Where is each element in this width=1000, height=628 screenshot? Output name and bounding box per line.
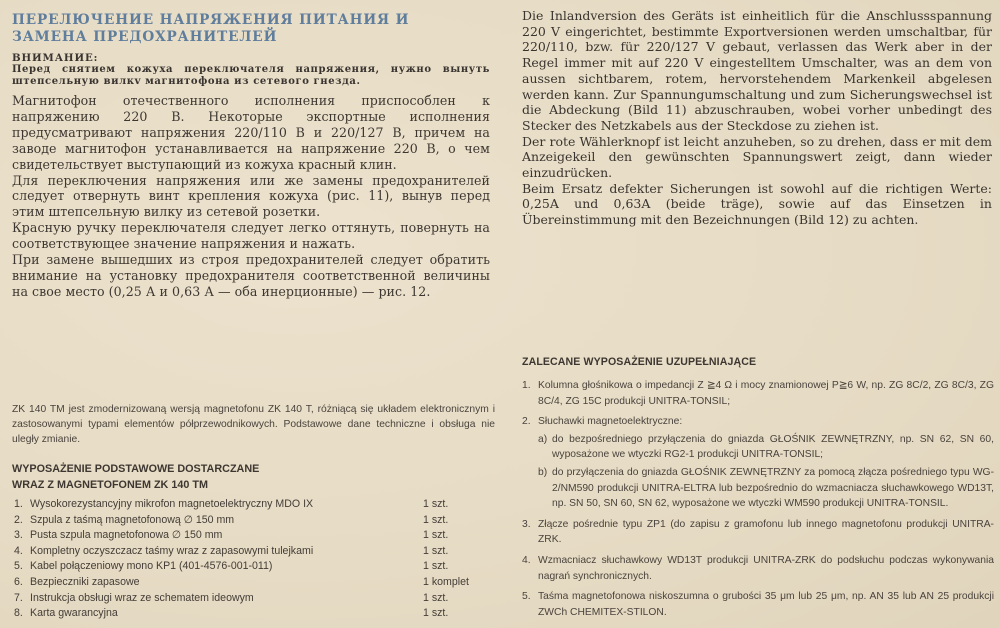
recommended-item-body — [538, 553, 994, 584]
item-quantity: 1 szt. — [423, 560, 449, 573]
item-number: 1. — [14, 498, 23, 510]
subitem-label: b) — [538, 466, 548, 478]
item-name: Kompletny oczyszczacz taśmy wraz z zapasowymi tulejkami — [30, 544, 314, 557]
standard-equipment-heading-line2: WRAZ Z MAGNETOFONEM ZK 140 TM — [12, 479, 208, 491]
subitem-label: a) — [538, 433, 548, 445]
equipment-row — [14, 591, 489, 607]
item-name: Wysokorezystancyjny mikrofon magnetoelektryczny MDO IX — [30, 498, 314, 510]
russian-section — [12, 8, 490, 300]
item-quantity: 1 szt. — [423, 529, 449, 542]
item-number: 3. — [522, 518, 531, 530]
subitem-text: do bezpośredniego przyłączenia do gniazda GŁOŚNIK ZEWNĘTRZNY, np. SN 62, SN 60, wyposażone we wtyczki RG2-1 produkcji UNITRA-TONSIL; — [552, 433, 994, 461]
equipment-row — [14, 497, 489, 513]
recommended-item-body — [538, 517, 994, 548]
recommended-subitem — [538, 465, 994, 512]
item-number: 2. — [14, 513, 23, 526]
recommended-item-body — [538, 378, 994, 409]
polish-intro: ZK 140 TM jest zmodernizowaną wersją magnetofonu ZK 140 T, różniącą się układem elektronicznym i zastosowanymi typami elementów półprzewodnikowych. Podstawowe dane techniczne i obsługa nie uległy zmianie. — [12, 404, 495, 446]
item-number: 2. — [522, 416, 531, 428]
recommended-item-text: Kolumna głośnikowa o impedancji Z ≧4 Ω i mocy znamionowej P≧6 W, np. ZG 8C/2, ZG 8C/3, ZG 8C/4, ZG 15C produkcji UNITRA-TONSIL; — [538, 380, 994, 407]
item-quantity: 1 szt. — [423, 607, 449, 620]
item-name: Instrukcja obsługi wraz ze schematem ideowym — [30, 591, 254, 604]
warning-text: Перед снятием кожуха переключателя напряжения, нужно вынуть штепсельную вилкv магнитофона из сетевого гнезда. — [12, 64, 490, 87]
recommended-item-text: Wzmacniacz słuchawkowy WD13T produkcji UNITRA-ZRK do podsłuchu podczas wykonywania nagrań synchronicznych. — [538, 554, 994, 582]
german-paragraph: Die Inlandversion des Geräts ist einheitlich für die Anschlussspannung 220 V eingerichtet, bestimmte Exportversionen werden umschaltbar, für 220/110, bzw. für 220/127 V gebaut, verlassen das Werk aber in der Regel immer mit auf 220 V eingestelltem Umschalter, was an dem von aussen sichtbarem, rotem, hervorstehendem Markenkeil abgelesen werden kann. Zur Spannungumschaltung und zum Sicherungswechsel ist die Abdeckung (Bild 11) abzuschrauben, wobei vorher unbedingt des Stecker des Netzkabels aus der Steckdose zu ziehen ist. — [522, 8, 992, 133]
recommended-item-body — [538, 589, 994, 620]
recommended-equipment-list — [522, 378, 994, 620]
recommended-item-body — [538, 414, 994, 512]
german-section — [522, 8, 992, 228]
item-number: 4. — [522, 554, 531, 566]
russian-heading: ПЕРЕЛЮЧЕНИЕ НАПРЯЖЕНИЯ ПИТАНИЯ И ЗАМЕНА ПРЕДОХРАНИТЕЛЕЙ — [12, 12, 410, 45]
standard-equipment-list — [14, 497, 489, 622]
item-number: 3. — [14, 529, 23, 542]
equipment-row — [14, 544, 489, 560]
russian-paragraph: Магнитофон отечественного исполнения приспособлен к напряжению 220 В. Некоторые экспортные исполнения предусматривают напряжения 220/110 В и 220/127 В, причем на заводе магнитофон устанавливается на напряжение 220 В, о чем свидетельствует выступающий из кожуха красный клин. — [12, 93, 490, 172]
item-name: Bezpieczniki zapasowe — [30, 575, 140, 588]
item-quantity: 1 komplet — [423, 575, 469, 588]
item-number: 8. — [14, 607, 23, 620]
item-number: 5. — [14, 560, 23, 573]
item-number: 7. — [14, 591, 23, 604]
recommended-item — [522, 517, 994, 548]
recommended-item — [522, 553, 994, 584]
warning-title: ВНИМАНИЕ: — [12, 52, 99, 64]
item-quantity: 1 szt. — [423, 498, 449, 510]
russian-paragraph: Красную ручку переключателя следует легко оттянуть, повернуть на соответствующее значение напряжения и нажать. — [12, 220, 490, 252]
recommended-equipment-heading: ZALECANE WYPOSAŻENIE UZUPEŁNIAJĄCE — [522, 356, 757, 368]
item-name: Pusta szpula magnetofonowa ∅ 150 mm — [30, 529, 223, 542]
item-quantity: 1 szt. — [423, 544, 449, 557]
recommended-equipment-section — [522, 355, 994, 625]
recommended-item — [522, 414, 994, 512]
item-number: 5. — [522, 591, 531, 603]
item-quantity: 1 szt. — [423, 513, 449, 526]
equipment-row — [14, 513, 489, 529]
recommended-subitem — [538, 432, 994, 463]
recommended-item-text: Słuchawki magnetoelektryczne: — [538, 416, 683, 428]
recommended-item-text: Taśma magnetofonowa niskoszumna o grubości 35 μm lub 25 μm, np. AN 35 lub AN 25 produkcji ZWCh CHEMITEX-STILON. — [538, 591, 994, 618]
recommended-item — [522, 589, 994, 620]
equipment-row — [14, 606, 489, 622]
equipment-row — [14, 575, 489, 591]
german-paragraph: Der rote Wählerknopf ist leicht anzuheben, so zu drehen, dass er mit dem Anzeigekeil den gewünschten Spannungswert zeigt, dann wieder einzudrücken. — [522, 133, 992, 181]
item-name: Kabel połączeniowy mono KP1 (401-4576-001-011) — [30, 560, 273, 573]
standard-equipment-heading-line1: WYPOSAŻENIE PODSTAWOWE DOSTARCZANE — [12, 463, 260, 475]
equipment-row — [14, 559, 489, 575]
standard-equipment-heading — [12, 461, 492, 493]
recommended-item-text: Złącze pośrednie typu ZP1 (do zapisu z gramofonu lub innego magnetofonu produkcji UNITRA-ZRK. — [538, 518, 994, 546]
item-number: 4. — [14, 544, 23, 557]
russian-paragraph: При замене вышедших из строя предохранителей следует обратить внимание на установку предохранителя соответственной величины на свое место (0,25 А и 0,63 А — оба инерционные) — рис. 12. — [12, 252, 490, 299]
equipment-row — [14, 528, 489, 544]
item-number: 6. — [14, 575, 23, 588]
item-name: Szpula z taśmą magnetofonową ∅ 150 mm — [30, 513, 235, 526]
item-number: 1. — [522, 380, 531, 391]
recommended-item — [522, 378, 994, 409]
german-paragraph: Beim Ersatz defekter Sicherungen ist sowohl auf die richtigen Werte: 0,25A und 0,63A (beide träge), sowie auf das Einsetzen in Übereinstimmung mit den Bezeichnungen (Bild 12) zu achten. — [522, 180, 992, 228]
item-name: Karta gwarancyjna — [30, 607, 118, 620]
russian-paragraph: Для переключения напряжения или же замены предохранителей следует отвернуть винт крепления кожуха (рис. 11), вынув перед этим штепсельную вилку из сетевой розетки. — [12, 172, 490, 220]
item-quantity: 1 szt. — [423, 591, 449, 604]
subitem-text: do przyłączenia do gniazda GŁOŚNIK ZEWNĘTRZNY za pomocą złącza pośredniego typu WG-2/NM590 produkcji UNITRA-ELTRA lub bezpośrednio do wzmacniacza słuchawkowego WD13T, np. SN 50, SN 60, SN 62, wyposażone we wtyczki WM590 produkcji UNITRA-TONSIL. — [552, 466, 994, 510]
